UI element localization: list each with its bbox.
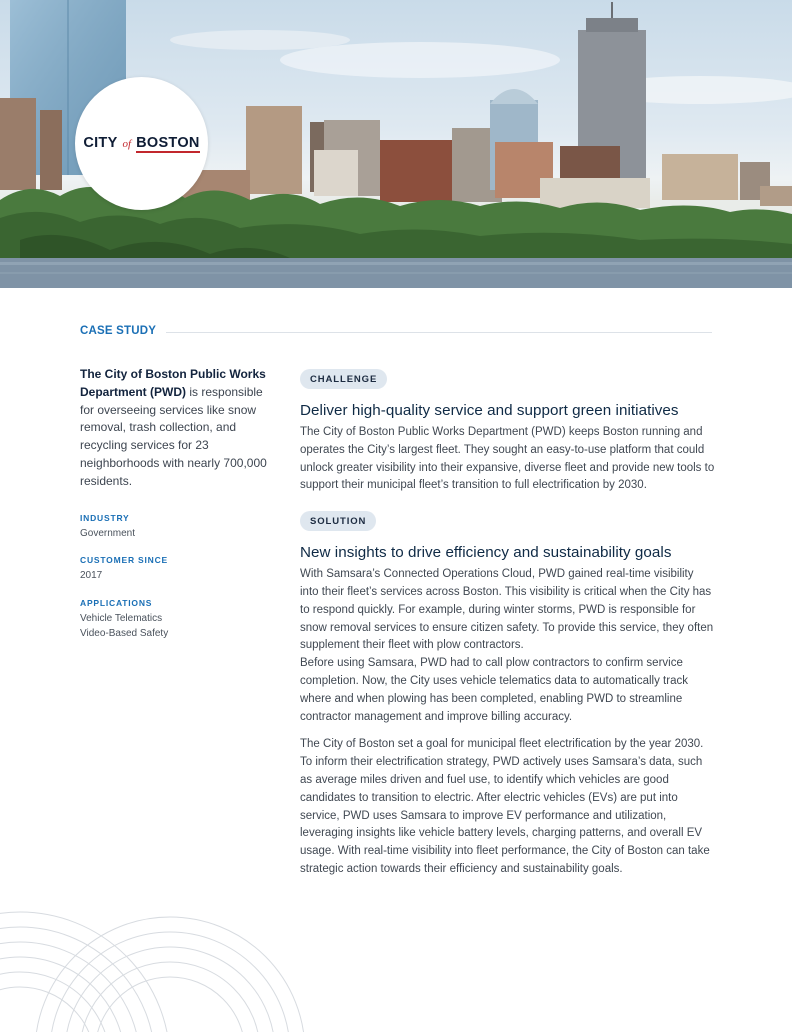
sidebar-summary [80,366,270,642]
case-study-divider [166,332,712,333]
customer-since-label: CUSTOMER SINCE [80,555,169,566]
application-item: Vehicle Telematics [80,612,163,624]
challenge-tag: CHALLENGE [300,369,387,389]
solution-body-3: The City of Boston set a goal for municipal fleet electrification by the year 2030. To inform their electrification strategy, PWD actively uses Samsara’s data, such as average miles driven and fuel use, to identify which vehicles are good candidates to transition to electric. After electric vehicles (EVs) are put into service, PWD uses Samsara to improve EV performance and utilization, leveraging insights like vehicle battery levels, charging patterns, and overall EV usage. With real-time visibility into fleet performance, the City of Boston can take strategic action towards their efficiency and sustainability goals. [300,738,710,875]
challenge-title: Deliver high-quality service and support green initiatives [300,402,679,419]
intro-bold: The City of Boston Public Works Department (PWD) [80,367,266,399]
applications-label: APPLICATIONS [80,597,153,608]
applications-list [80,611,270,642]
case-study-label: CASE STUDY [80,325,157,337]
logo-boston-text: BOSTON [136,134,200,151]
concentric-circles-decoration [0,900,320,1032]
application-item: Video-Based Safety [80,628,169,640]
hero-skyline-photo [0,0,792,288]
solution-tag: SOLUTION [300,511,376,531]
intro-rest: is responsible for overseeing services like snow removal, trash collection, and recycling services for 23 neighborhoods with nearly 700,000 residents. [80,384,267,488]
customer-since-value: 2017 [80,570,103,582]
solution-title: New insights to drive efficiency and sustainability goals [300,544,672,562]
industry-label: INDUSTRY [80,512,130,523]
city-of-boston-logo [75,77,208,210]
logo-of-text: of [122,137,132,150]
intro-paragraph [80,366,270,491]
industry-value: Government [80,527,136,539]
solution-body-2: Before using Samsara, PWD had to call plow contractors to confirm service completion. Now, the City uses vehicle telematics data to automatically track where and when plowing has been completed, enabling PWD to streamline contractor management and improve billing accuracy. [300,657,688,723]
main-content [300,369,715,879]
challenge-body: The City of Boston Public Works Department (PWD) keeps Boston running and operates the City’s largest fleet. They sought an easy-to-use platform that could unlock greater visibility into their expansive, diverse fleet and provide new tools to support their municipal fleet’s transition to full electrification by 2030. [300,426,715,492]
solution-body-1: With Samsara’s Connected Operations Cloud, PWD gained real-time visibility into their fleet’s services across Boston. This visibility is critical when the City has to respond quickly. For example, during winter storms, PWD is responsible for snow removal services to ensure citizen safety. To provide this service, they often supplement their fleet with plow contractors. [300,568,714,652]
logo-city-text: CITY [83,134,118,151]
